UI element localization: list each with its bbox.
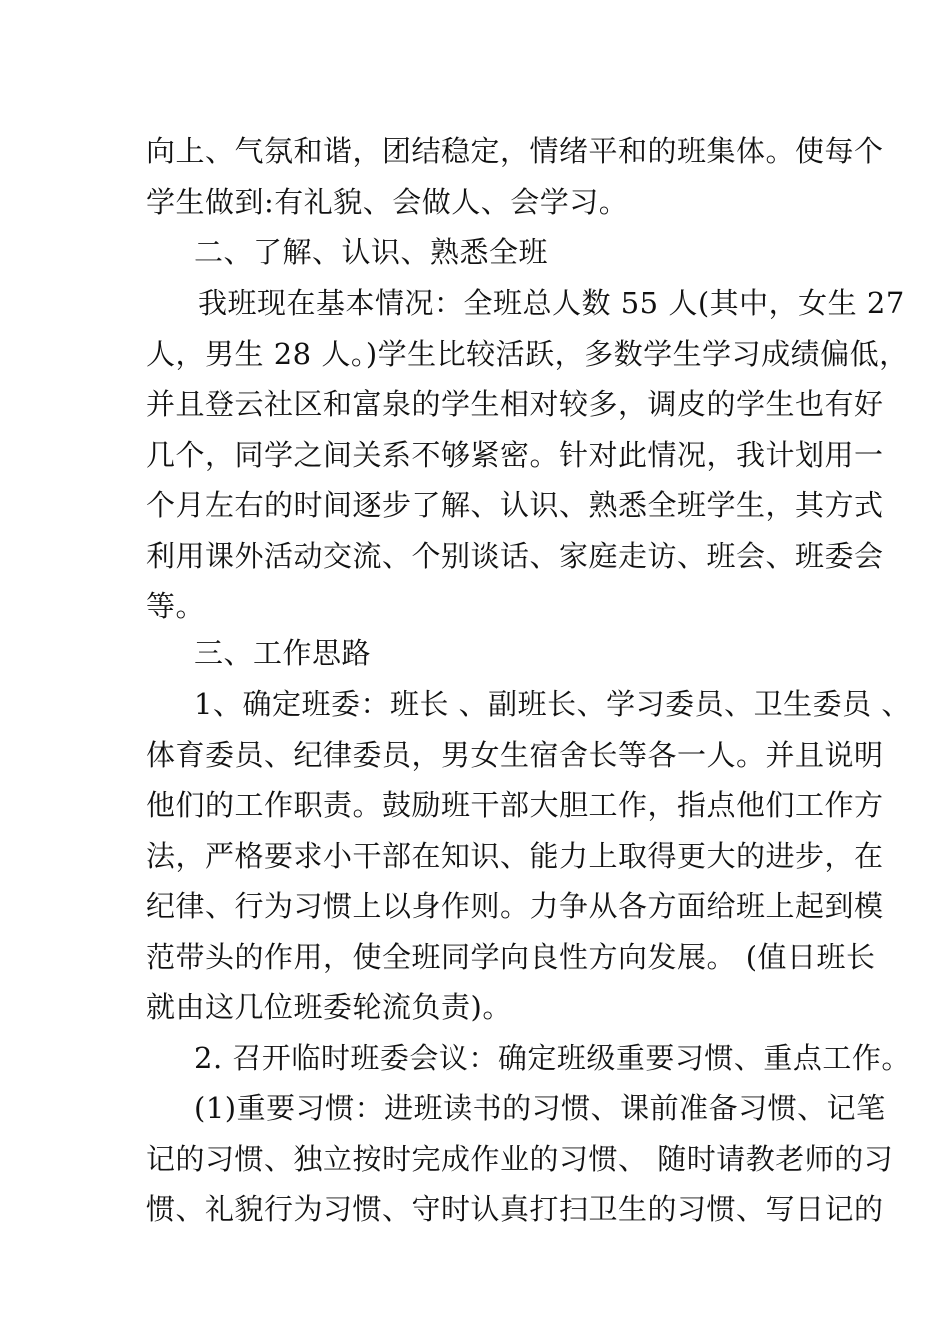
text-line: 纪律、行为习惯上以身作则。力争从各方面给班上起到模 xyxy=(146,889,884,923)
text-line: 范带头的作用，使全班同学向良性方向发展。 (值日班长 xyxy=(146,940,876,974)
text-line: 个月左右的时间逐步了解、认识、熟悉全班学生，其方式 xyxy=(146,488,884,522)
text-line: 他们的工作职责。鼓励班干部大胆工作，指点他们工作方 xyxy=(146,788,884,822)
text-line: 记的习惯、独立按时完成作业的习惯、 随时请教老师的习 xyxy=(146,1142,894,1176)
text-line: 我班现在基本情况：全班总人数 55 人(其中，女生 27 xyxy=(198,286,905,320)
text-line: 向上、气氛和谐，团结稳定，情绪平和的班集体。使每个 xyxy=(146,134,884,168)
text-line: 2. 召开临时班委会议：确定班级重要习惯、重点工作。 xyxy=(194,1041,911,1075)
text-line: 利用课外活动交流、个别谈话、家庭走访、班会、班委会 xyxy=(146,539,884,573)
text-line: 并且登云社区和富泉的学生相对较多，调皮的学生也有好 xyxy=(146,387,884,421)
section-heading: 三、工作思路 xyxy=(194,636,372,670)
text-line: 就由这几位班委轮流负责)。 xyxy=(146,990,512,1024)
text-line: 惯、礼貌行为习惯、守时认真打扫卫生的习惯、写日记的 xyxy=(146,1192,884,1226)
text-line: 等。 xyxy=(146,589,206,623)
section-heading: 二、了解、认识、熟悉全班 xyxy=(194,235,549,269)
text-line: (1)重要习惯：进班读书的习惯、课前准备习惯、记笔 xyxy=(194,1091,886,1125)
text-line: 法，严格要求小干部在知识、能力上取得更大的进步，在 xyxy=(146,839,884,873)
text-line: 几个，同学之间关系不够紧密。针对此情况，我计划用一 xyxy=(146,438,884,472)
text-line: 学生做到:有礼貌、会做人、会学习。 xyxy=(146,185,629,219)
text-line: 人，男生 28 人。)学生比较活跃，多数学生学习成绩偏低， xyxy=(146,337,909,371)
text-line: 1、确定班委：班长 、副班长、学习委员、卫生委员 、 xyxy=(194,687,911,721)
text-line: 体育委员、纪律委员，男女生宿舍长等各一人。并且说明 xyxy=(146,738,884,772)
